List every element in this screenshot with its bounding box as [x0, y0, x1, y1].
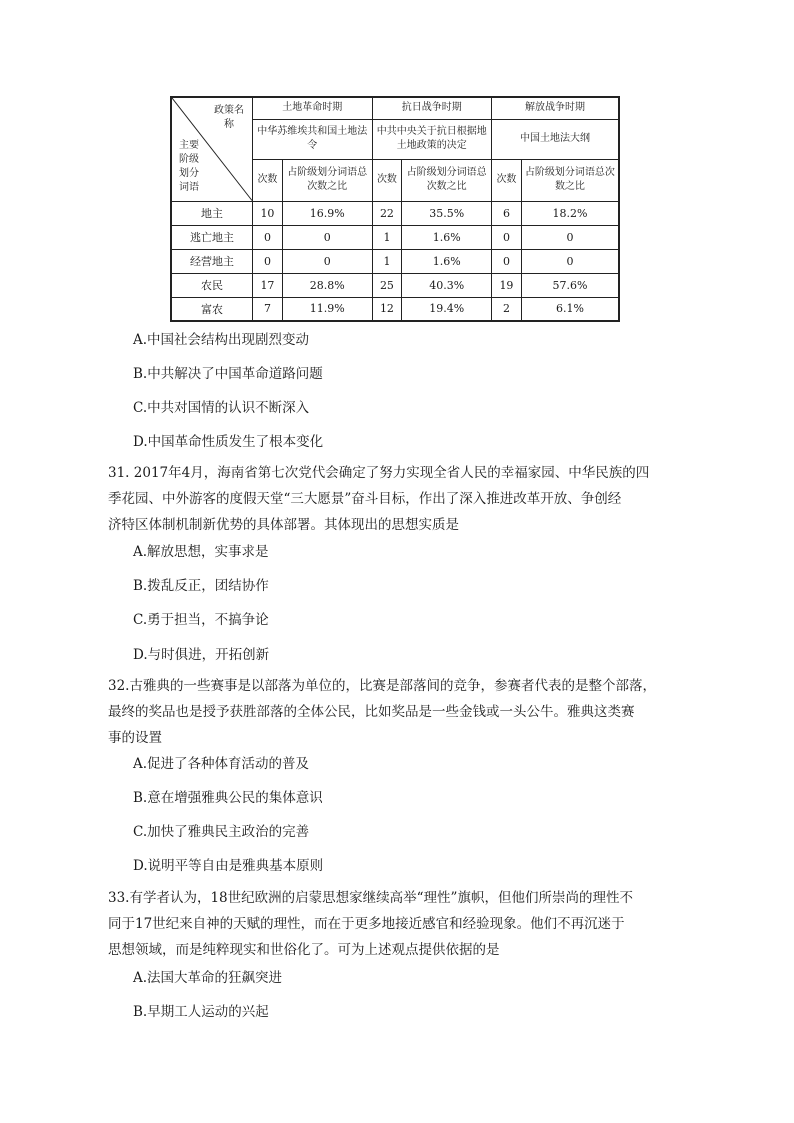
row-label: 富农: [171, 297, 253, 321]
ratio-cell: 0: [282, 249, 372, 273]
count-cell: 12: [372, 297, 402, 321]
question-text-line: 事的设置: [108, 730, 162, 746]
question-text-line: 济特区体制机制新优势的具体部署。其体现出的思想实质是: [108, 517, 459, 533]
count-cell: 2: [492, 297, 522, 321]
count-cell: 17: [253, 273, 283, 297]
question-31: [108, 460, 668, 538]
table-row: [171, 225, 619, 249]
count-cell: 0: [253, 249, 283, 273]
q31-option-c: C.勇于担当，不搞争论: [133, 612, 269, 628]
policy-header: 中华苏维埃共和国土地法令: [253, 119, 373, 159]
ratio-cell: 1.6%: [402, 249, 492, 273]
policy-header: 中共中央关于抗日根据地土地政策的决定: [372, 119, 492, 159]
table-corner-header: [171, 97, 253, 201]
table-row: [171, 249, 619, 273]
row-label: 地主: [171, 201, 253, 225]
ratio-cell: 0: [521, 225, 619, 249]
q32-option-d: D.说明平等自由是雅典基本原则: [133, 858, 324, 874]
count-cell: 19: [492, 273, 522, 297]
ratio-cell: 0: [282, 225, 372, 249]
ratio-header: 占阶级划分词语总次数之比: [282, 159, 372, 201]
q32-option-a: A.促进了各种体育活动的普及: [133, 756, 310, 772]
q31-option-a: A.解放思想，实事求是: [133, 544, 269, 560]
q30-option-a: A.中国社会结构出现剧烈变动: [133, 332, 310, 348]
table-row: [171, 297, 619, 321]
count-header: 次数: [253, 159, 283, 201]
ratio-cell: 6.1%: [521, 297, 619, 321]
count-cell: 0: [253, 225, 283, 249]
period-header: 土地革命时期: [253, 97, 373, 119]
count-cell: 25: [372, 273, 402, 297]
period-header: 抗日战争时期: [372, 97, 492, 119]
count-cell: 1: [372, 249, 402, 273]
question-33: [108, 885, 668, 963]
count-header: 次数: [372, 159, 402, 201]
count-cell: 1: [372, 225, 402, 249]
row-label: 逃亡地主: [171, 225, 253, 249]
count-cell: 22: [372, 201, 402, 225]
question-text-line: 季花园、中外游客的度假天堂“三大愿景”奋斗目标，作出了深入推进改革开放、争创经: [108, 491, 622, 507]
count-cell: 6: [492, 201, 522, 225]
policy-term-table: [170, 96, 620, 322]
ratio-cell: 19.4%: [402, 297, 492, 321]
ratio-cell: 28.8%: [282, 273, 372, 297]
ratio-cell: 1.6%: [402, 225, 492, 249]
count-cell: 7: [253, 297, 283, 321]
q32-option-c: C.加快了雅典民主政治的完善: [133, 824, 310, 840]
table-row: [171, 273, 619, 297]
q30-option-c: C.中共对国情的认识不断深入: [133, 400, 310, 416]
period-header: 解放战争时期: [492, 97, 620, 119]
count-cell: 0: [492, 249, 522, 273]
table-row: [171, 201, 619, 225]
question-32: [108, 673, 668, 751]
policy-header: 中国土地法大纲: [492, 119, 620, 159]
q31-option-d: D.与时俱进，开拓创新: [133, 647, 270, 663]
row-label: 农民: [171, 273, 253, 297]
question-text-line: 31. 2017年4月，海南省第七次党代会确定了努力实现全省人民的幸福家园、中华民族的四: [108, 465, 650, 481]
ratio-cell: 35.5%: [402, 201, 492, 225]
question-text-line: 最终的奖品也是授予获胜部落的全体公民，比如奖品是一些金钱或一头公牛。雅典这类赛: [108, 704, 635, 720]
ratio-header: 占阶级划分词语总次数之比: [402, 159, 492, 201]
count-cell: 0: [492, 225, 522, 249]
count-header: 次数: [492, 159, 522, 201]
ratio-cell: 0: [521, 249, 619, 273]
ratio-cell: 11.9%: [282, 297, 372, 321]
ratio-cell: 57.6%: [521, 273, 619, 297]
question-text-line: 32.古雅典的一些赛事是以部落为单位的，比赛是部落间的竞争，参赛者代表的是整个部落，: [108, 678, 656, 694]
q32-option-b: B.意在增强雅典公民的集体意识: [133, 790, 323, 806]
corner-bottom-label: 主要阶级划分词语: [179, 139, 199, 193]
ratio-cell: 40.3%: [402, 273, 492, 297]
ratio-cell: 18.2%: [521, 201, 619, 225]
q30-option-d: D.中国革命性质发生了根本变化: [133, 434, 324, 450]
q33-option-a: A.法国大革命的狂飙突进: [133, 970, 283, 986]
q31-option-b: B.拨乱反正，团结协作: [133, 578, 269, 594]
question-text-line: 同于17世纪来自神的天赋的理性，而在于更多地接近感官和经验现象。他们不再沉迷于: [108, 916, 625, 932]
ratio-header: 占阶级划分词语总次数之比: [521, 159, 619, 201]
q30-option-b: B.中共解决了中国革命道路问题: [133, 366, 323, 382]
q33-option-b: B.早期工人运动的兴起: [133, 1004, 269, 1020]
count-cell: 10: [253, 201, 283, 225]
ratio-cell: 16.9%: [282, 201, 372, 225]
row-label: 经营地主: [171, 249, 253, 273]
question-text-line: 思想领域，而是纯粹现实和世俗化了。可为上述观点提供依据的是: [108, 942, 500, 958]
corner-top-label: 政策名称: [214, 105, 244, 130]
question-text-line: 33.有学者认为，18世纪欧洲的启蒙思想家继续高举“理性”旗帜，但他们所崇尚的理性不: [108, 890, 633, 906]
